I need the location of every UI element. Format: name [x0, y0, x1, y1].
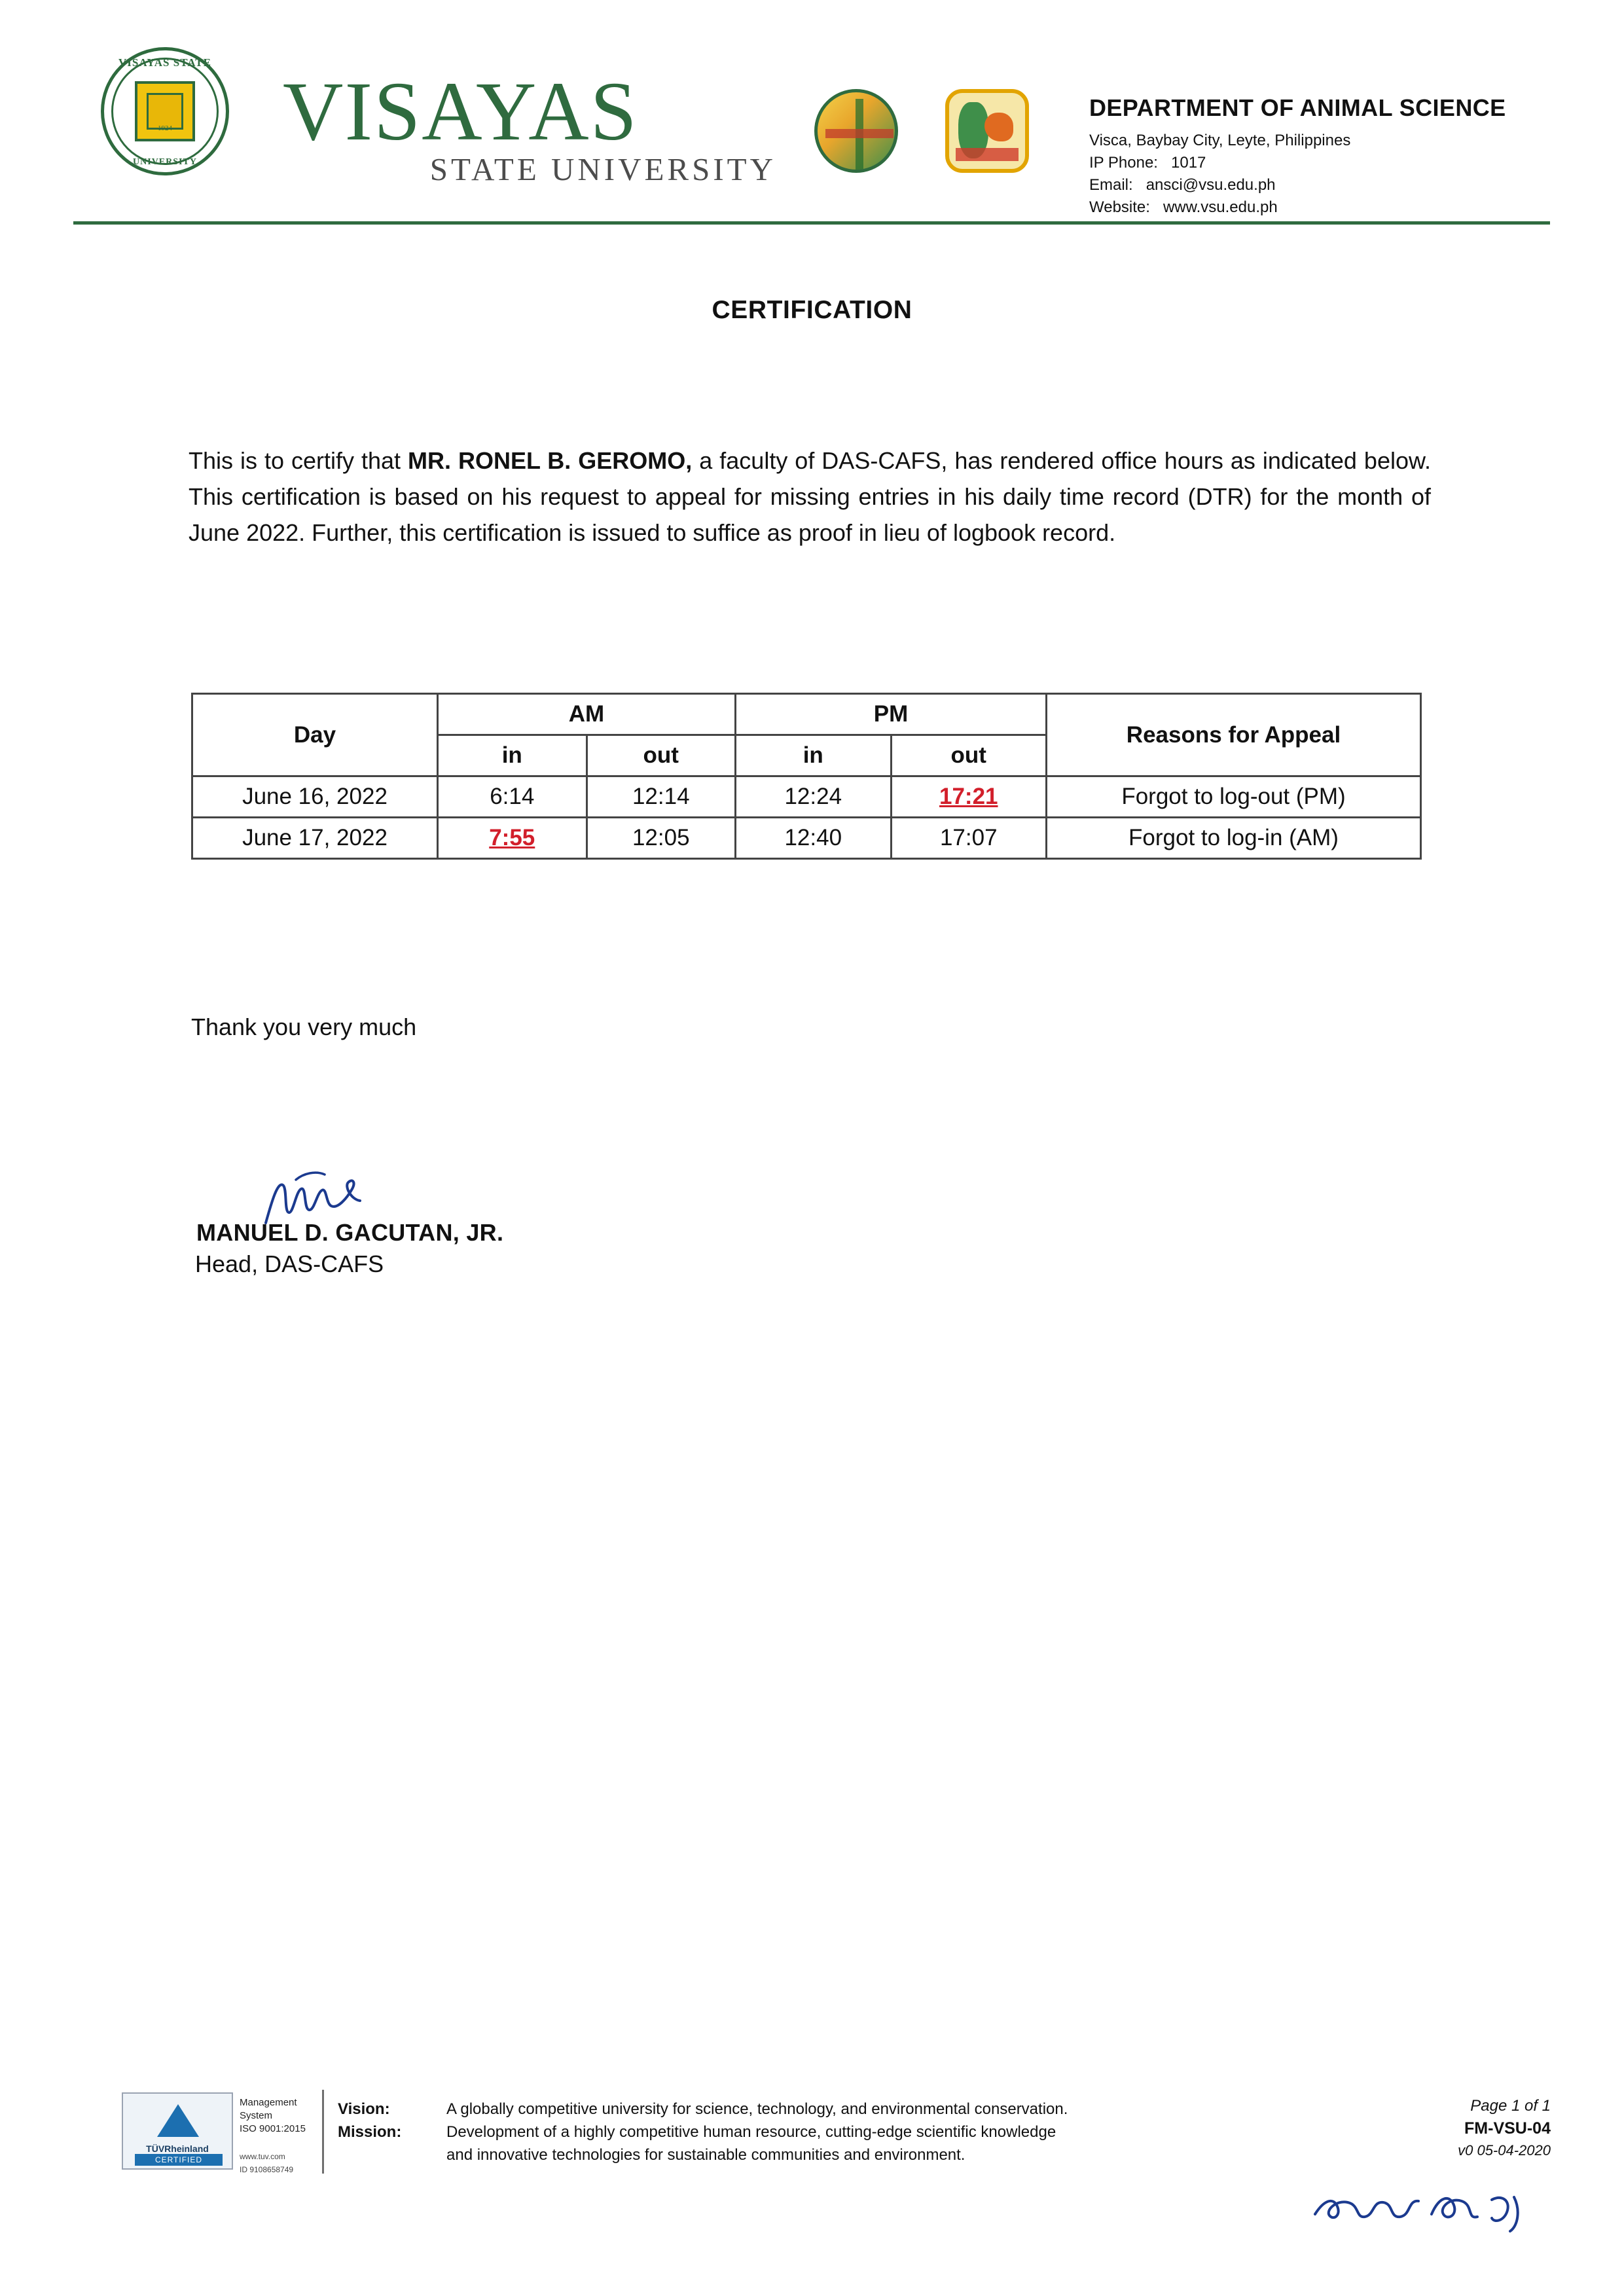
col-header-pm-out: out: [891, 735, 1047, 776]
phone-label: IP Phone:: [1089, 154, 1158, 172]
wordmark-line-1: VISAYAS: [283, 65, 638, 158]
email-value: ansci@vsu.edu.ph: [1146, 176, 1276, 194]
form-version: v0 05-04-2020: [1458, 2142, 1551, 2159]
ms-line-2: System: [240, 2110, 273, 2121]
cell-am-out: 12:05: [586, 818, 736, 859]
management-system-meta: [240, 2096, 318, 2176]
table-row: [192, 818, 1421, 859]
cell-pm-out: 17:07: [891, 818, 1047, 859]
cell-pm-in: 12:24: [736, 776, 892, 818]
page-title: CERTIFICATION: [712, 296, 912, 324]
cell-am-in: 7:55: [438, 818, 587, 859]
col-header-reasons: Reasons for Appeal: [1047, 694, 1421, 776]
form-id: FM-VSU-04: [1464, 2119, 1551, 2138]
signatory-name: MANUEL D. GACUTAN, JR.: [196, 1219, 504, 1246]
cell-pm-out: 17:21: [891, 776, 1047, 818]
cell-day: June 17, 2022: [192, 818, 438, 859]
footer-divider: [322, 2090, 324, 2174]
ms-line-4: www.tuv.com: [240, 2152, 285, 2161]
university-seal-icon: [101, 47, 232, 178]
college-logo-icon: [814, 89, 898, 173]
vision-mission-text: [446, 2098, 1350, 2166]
col-header-day: Day: [192, 694, 438, 776]
cell-pm-in: 12:40: [736, 818, 892, 859]
body-before-name: This is to certify that: [189, 447, 408, 474]
document-meta: [1276, 2095, 1551, 2162]
mission-text-line-2: and innovative technologies for sustainable communities and environment.: [446, 2146, 965, 2164]
tuv-status-label: CERTIFIED: [135, 2154, 223, 2166]
signatory-position: Head, DAS-CAFS: [195, 1250, 384, 1277]
department-phone: [1089, 152, 1619, 174]
col-header-pm-in: in: [736, 735, 892, 776]
tuv-certification-icon: [122, 2092, 233, 2170]
ms-line-1: Management: [240, 2097, 297, 2108]
cell-am-in: 6:14: [438, 776, 587, 818]
ms-line-3: ISO 9001:2015: [240, 2123, 306, 2134]
col-header-pm: PM: [736, 694, 1047, 735]
mission-label: Mission:: [338, 2123, 402, 2141]
ms-line-5: ID 9108658749: [240, 2165, 294, 2174]
certified-person-name: MR. RONEL B. GEROMO,: [408, 447, 693, 474]
vision-text: A globally competitive university for science, technology, and environmental conservation.: [446, 2100, 1068, 2118]
seal-bottom-text: UNIVERSITY: [133, 157, 197, 167]
department-email: [1089, 174, 1619, 196]
col-header-am-out: out: [586, 735, 736, 776]
tuv-brand-label: TÜVRheinland: [146, 2143, 209, 2154]
header-divider: [73, 221, 1550, 225]
seal-year: 1924: [158, 124, 172, 132]
university-wordmark: [283, 65, 780, 188]
col-header-am: AM: [438, 694, 736, 735]
seal-top-text: VISAYAS STATE: [118, 56, 211, 69]
footer-handwritten-note: [1310, 2180, 1545, 2236]
website-label: Website:: [1089, 198, 1150, 216]
page-number: Page 1 of 1: [1470, 2097, 1551, 2115]
mission-text-line-1: Development of a highly competitive human resource, cutting-edge scientific knowledge: [446, 2123, 1056, 2141]
certification-body: [189, 443, 1431, 551]
vision-label: Vision:: [338, 2100, 390, 2118]
wordmark-line-2: STATE UNIVERSITY: [429, 151, 776, 187]
cell-am-out: 12:14: [586, 776, 736, 818]
dtr-table: [191, 693, 1422, 860]
document-header: [73, 41, 1550, 217]
phone-value: 1017: [1171, 154, 1206, 172]
body-after-name: a faculty of DAS-CAFS, has rendered office hours as indicated below. This certification is based on his request to appeal for missing entries in his daily time record (DTR) for the month of June 2022. Further, this certification is issued to suffice as proof in lieu of logbook record.: [189, 447, 1431, 546]
cell-reason: Forgot to log-in (AM): [1047, 818, 1421, 859]
vision-mission-labels: [338, 2098, 401, 2143]
cell-day: June 16, 2022: [192, 776, 438, 818]
department-title: DEPARTMENT OF ANIMAL SCIENCE: [1089, 94, 1506, 121]
table-header-row-1: [192, 694, 1421, 735]
cell-reason: Forgot to log-out (PM): [1047, 776, 1421, 818]
dtr-table-wrapper: [191, 693, 1422, 860]
col-header-am-in: in: [438, 735, 587, 776]
department-contact-block: [1089, 94, 1619, 219]
department-address: Visca, Baybay City, Leyte, Philippines: [1089, 132, 1351, 149]
department-website: [1089, 196, 1619, 219]
table-row: [192, 776, 1421, 818]
email-label: Email:: [1089, 176, 1133, 194]
website-value: www.vsu.edu.ph: [1163, 198, 1278, 216]
department-logo-icon: [945, 89, 1029, 173]
closing-text: Thank you very much: [191, 1013, 417, 1040]
